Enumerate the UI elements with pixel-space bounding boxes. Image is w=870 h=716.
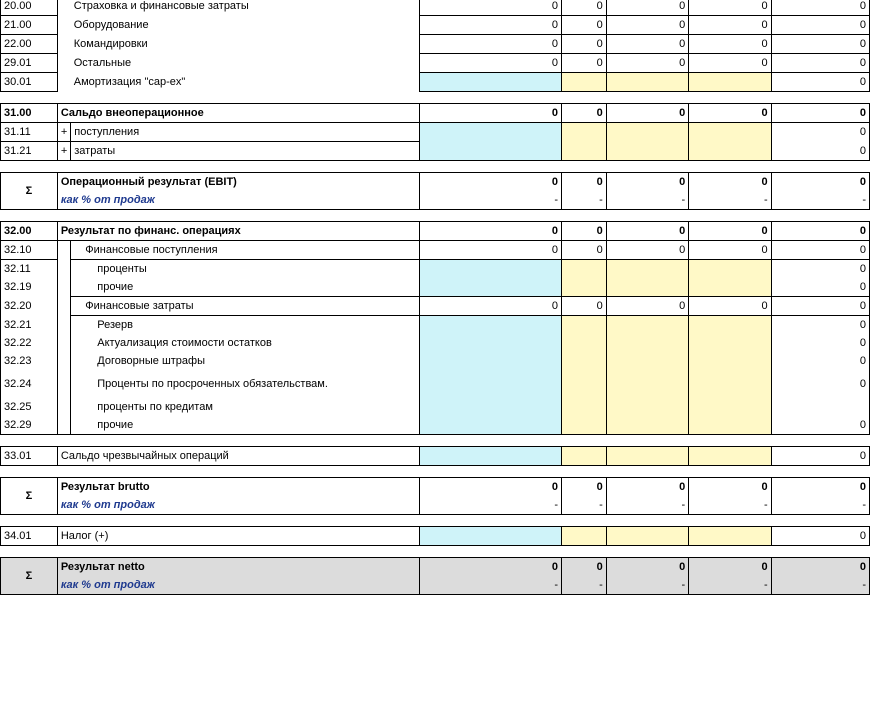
spacer bbox=[1, 435, 870, 447]
fin-costs-row bbox=[1, 297, 870, 316]
value-cell[interactable]: 0 bbox=[420, 54, 562, 73]
input-cell bbox=[562, 527, 607, 546]
input-cell bbox=[606, 316, 688, 335]
value-cell[interactable]: 0 bbox=[420, 558, 562, 577]
row-code[interactable]: 32.10 bbox=[1, 241, 58, 260]
row-code[interactable]: 21.00 bbox=[1, 16, 58, 35]
brutto-pct-row bbox=[1, 496, 870, 515]
input-cell bbox=[606, 260, 688, 279]
input-cell bbox=[689, 527, 771, 546]
row-code[interactable]: 34.01 bbox=[1, 527, 58, 546]
row-label[interactable]: Результат brutto bbox=[57, 478, 419, 497]
row-marker bbox=[57, 16, 70, 35]
value-cell[interactable]: 0 bbox=[689, 16, 771, 35]
row-marker bbox=[57, 416, 70, 435]
pct-label[interactable]: как % от продаж bbox=[57, 576, 419, 595]
input-cell bbox=[689, 278, 771, 297]
row-code[interactable]: 32.29 bbox=[1, 416, 58, 435]
input-cell bbox=[689, 142, 771, 161]
row-code[interactable]: 20.00 bbox=[1, 0, 58, 16]
input-cell bbox=[606, 370, 688, 398]
spacer bbox=[1, 515, 870, 527]
input-cell bbox=[606, 142, 688, 161]
value-cell[interactable]: 0 bbox=[606, 0, 688, 16]
sigma-icon[interactable]: Σ bbox=[1, 478, 58, 515]
total-cell[interactable]: 0 bbox=[771, 260, 869, 279]
spacer bbox=[1, 210, 870, 222]
value-cell[interactable]: 0 bbox=[562, 558, 607, 577]
pct-cell[interactable]: - bbox=[606, 576, 688, 595]
row-code[interactable]: 32.25 bbox=[1, 398, 58, 416]
value-cell[interactable]: 0 bbox=[606, 241, 688, 260]
row-code[interactable]: 29.01 bbox=[1, 54, 58, 73]
spacer bbox=[1, 161, 870, 173]
value-cell[interactable]: 0 bbox=[771, 35, 869, 54]
row-label[interactable]: Договорные штрафы bbox=[71, 352, 420, 370]
input-cell bbox=[562, 260, 607, 279]
row-code[interactable]: 32.11 bbox=[1, 260, 58, 279]
input-cell bbox=[562, 352, 607, 370]
value-cell[interactable]: 0 bbox=[689, 0, 771, 16]
brutto-row bbox=[1, 478, 870, 497]
total-cell[interactable]: 0 bbox=[771, 316, 869, 335]
saldo-item-row bbox=[1, 142, 870, 161]
input-cell bbox=[562, 142, 607, 161]
row-label[interactable]: затраты bbox=[71, 142, 420, 161]
spacer-row bbox=[1, 466, 870, 478]
input-cell bbox=[562, 398, 607, 416]
value-cell[interactable]: 0 bbox=[771, 558, 869, 577]
row-label[interactable]: Налог (+) bbox=[57, 527, 419, 546]
row-marker bbox=[57, 297, 70, 316]
input-cell bbox=[689, 370, 771, 398]
value-cell[interactable]: 0 bbox=[771, 54, 869, 73]
row-marker bbox=[57, 54, 70, 73]
row-code[interactable]: 30.01 bbox=[1, 73, 58, 92]
value-cell[interactable]: 0 bbox=[771, 173, 869, 192]
spacer-row bbox=[1, 435, 870, 447]
value-cell[interactable]: 0 bbox=[562, 54, 607, 73]
row-label[interactable]: Амортизация "cap-ex" bbox=[71, 73, 420, 92]
spacer bbox=[1, 546, 870, 558]
row-code[interactable]: 32.22 bbox=[1, 334, 58, 352]
total-cell[interactable] bbox=[771, 398, 869, 416]
value-cell[interactable]: 0 bbox=[606, 104, 688, 123]
input-cell bbox=[420, 260, 562, 279]
pct-cell[interactable]: - bbox=[771, 576, 869, 595]
row-code[interactable]: 31.00 bbox=[1, 104, 58, 123]
pct-cell[interactable]: - bbox=[562, 576, 607, 595]
input-cell bbox=[606, 527, 688, 546]
row-marker bbox=[57, 35, 70, 54]
pct-cell[interactable]: - bbox=[689, 496, 771, 515]
row-marker bbox=[57, 316, 70, 335]
input-cell bbox=[606, 416, 688, 435]
pct-cell[interactable]: - bbox=[420, 576, 562, 595]
row-code[interactable]: 32.23 bbox=[1, 352, 58, 370]
value-cell[interactable]: 0 bbox=[562, 297, 607, 316]
value-cell[interactable]: 0 bbox=[562, 241, 607, 260]
pct-label[interactable]: как % от продаж bbox=[57, 191, 419, 210]
input-cell bbox=[606, 73, 688, 92]
tax-row bbox=[1, 527, 870, 546]
value-cell[interactable]: 0 bbox=[689, 558, 771, 577]
pct-cell[interactable]: - bbox=[771, 191, 869, 210]
value-cell[interactable]: 0 bbox=[562, 104, 607, 123]
fin-cost-item-row bbox=[1, 352, 870, 370]
row-code[interactable]: 31.11 bbox=[1, 123, 58, 142]
row-label[interactable]: Финансовые поступления bbox=[71, 241, 420, 260]
row-label[interactable]: Сальдо внеоперационное bbox=[57, 104, 419, 123]
value-cell[interactable]: 0 bbox=[420, 173, 562, 192]
row-label[interactable]: прочие bbox=[71, 416, 420, 435]
row-marker bbox=[57, 278, 70, 297]
value-cell[interactable]: 0 bbox=[689, 104, 771, 123]
pct-cell[interactable]: - bbox=[689, 576, 771, 595]
fin-cost-item-row bbox=[1, 316, 870, 335]
row-code[interactable]: 33.01 bbox=[1, 447, 58, 466]
row-code[interactable]: 32.20 bbox=[1, 297, 58, 316]
row-label[interactable]: Финансовые затраты bbox=[71, 297, 420, 316]
value-cell[interactable]: 0 bbox=[606, 297, 688, 316]
row-marker bbox=[57, 73, 70, 92]
value-cell[interactable]: 0 bbox=[771, 241, 869, 260]
input-cell bbox=[689, 447, 771, 466]
input-cell bbox=[689, 123, 771, 142]
input-cell bbox=[689, 73, 771, 92]
input-cell bbox=[606, 334, 688, 352]
row-code[interactable]: 32.19 bbox=[1, 278, 58, 297]
row-label[interactable]: Резерв bbox=[71, 316, 420, 335]
input-cell bbox=[689, 416, 771, 435]
value-cell[interactable]: 0 bbox=[420, 222, 562, 241]
row-label[interactable]: Результат netto bbox=[57, 558, 419, 577]
input-cell bbox=[689, 334, 771, 352]
input-cell bbox=[420, 447, 562, 466]
input-cell bbox=[420, 334, 562, 352]
value-cell[interactable]: 0 bbox=[771, 16, 869, 35]
total-cell[interactable]: 0 bbox=[771, 123, 869, 142]
value-cell[interactable]: 0 bbox=[689, 297, 771, 316]
sign-marker[interactable]: + bbox=[57, 123, 70, 142]
input-cell bbox=[420, 398, 562, 416]
row-label[interactable]: Актуализация стоимости остатков bbox=[71, 334, 420, 352]
spacer-row bbox=[1, 92, 870, 104]
row-marker bbox=[57, 241, 70, 260]
fin-cost-item-row bbox=[1, 370, 870, 398]
total-cell[interactable]: 0 bbox=[771, 447, 869, 466]
line-item-row bbox=[1, 73, 870, 92]
spacer-row bbox=[1, 546, 870, 558]
value-cell[interactable]: 0 bbox=[420, 35, 562, 54]
value-cell[interactable]: 0 bbox=[606, 16, 688, 35]
input-cell bbox=[562, 416, 607, 435]
input-cell bbox=[420, 527, 562, 546]
row-label[interactable]: поступления bbox=[71, 123, 420, 142]
input-cell bbox=[562, 73, 607, 92]
input-cell bbox=[420, 278, 562, 297]
sigma-icon[interactable]: Σ bbox=[1, 173, 58, 210]
input-cell bbox=[562, 334, 607, 352]
fin-cost-item-row bbox=[1, 398, 870, 416]
spacer bbox=[1, 92, 870, 104]
row-label[interactable]: Результат по финанс. операциях bbox=[57, 222, 419, 241]
ebit-row bbox=[1, 173, 870, 192]
input-cell bbox=[420, 73, 562, 92]
line-item-row bbox=[1, 0, 870, 16]
total-cell[interactable]: 0 bbox=[771, 334, 869, 352]
sigma-icon[interactable]: Σ bbox=[1, 558, 58, 595]
row-label[interactable]: Остальные bbox=[71, 54, 420, 73]
value-cell[interactable]: 0 bbox=[420, 16, 562, 35]
value-cell[interactable]: 0 bbox=[689, 478, 771, 497]
pct-cell[interactable]: - bbox=[771, 496, 869, 515]
saldo-item-row bbox=[1, 123, 870, 142]
saldo-header-row bbox=[1, 104, 870, 123]
value-cell[interactable]: 0 bbox=[771, 104, 869, 123]
fin-income-row bbox=[1, 241, 870, 260]
row-code[interactable]: 32.00 bbox=[1, 222, 58, 241]
total-cell[interactable]: 0 bbox=[771, 73, 869, 92]
input-cell bbox=[562, 316, 607, 335]
input-cell bbox=[420, 370, 562, 398]
value-cell[interactable]: 0 bbox=[606, 35, 688, 54]
row-label[interactable]: проценты по кредитам bbox=[71, 398, 420, 416]
row-label[interactable]: проценты bbox=[71, 260, 420, 279]
value-cell[interactable]: 0 bbox=[420, 297, 562, 316]
sign-marker[interactable]: + bbox=[57, 142, 70, 161]
total-cell[interactable]: 0 bbox=[771, 352, 869, 370]
fin-cost-item-row bbox=[1, 334, 870, 352]
value-cell[interactable]: 0 bbox=[771, 0, 869, 16]
pct-label[interactable]: как % от продаж bbox=[57, 496, 419, 515]
value-cell[interactable]: 0 bbox=[689, 54, 771, 73]
spacer-row bbox=[1, 515, 870, 527]
row-code[interactable]: 32.21 bbox=[1, 316, 58, 335]
row-marker bbox=[57, 260, 70, 279]
input-cell bbox=[689, 316, 771, 335]
total-cell[interactable]: 0 bbox=[771, 278, 869, 297]
input-cell bbox=[420, 352, 562, 370]
value-cell[interactable]: 0 bbox=[606, 222, 688, 241]
pct-cell[interactable]: - bbox=[420, 191, 562, 210]
input-cell bbox=[689, 398, 771, 416]
netto-row bbox=[1, 558, 870, 577]
input-cell bbox=[420, 123, 562, 142]
total-cell[interactable]: 0 bbox=[771, 370, 869, 398]
row-label[interactable]: Операционный результат (EBIT) bbox=[57, 173, 419, 192]
value-cell[interactable]: 0 bbox=[771, 478, 869, 497]
value-cell[interactable]: 0 bbox=[562, 173, 607, 192]
value-cell[interactable]: 0 bbox=[606, 558, 688, 577]
row-marker bbox=[57, 0, 70, 16]
pct-cell[interactable]: - bbox=[689, 191, 771, 210]
input-cell bbox=[606, 398, 688, 416]
row-label[interactable]: Командировки bbox=[71, 35, 420, 54]
ebit-pct-row bbox=[1, 191, 870, 210]
value-cell[interactable]: 0 bbox=[606, 54, 688, 73]
row-label[interactable]: Страховка и финансовые затраты bbox=[71, 0, 420, 16]
line-item-row bbox=[1, 35, 870, 54]
extra-row bbox=[1, 447, 870, 466]
spacer bbox=[1, 466, 870, 478]
value-cell[interactable]: 0 bbox=[689, 241, 771, 260]
total-cell[interactable]: 0 bbox=[771, 527, 869, 546]
netto-pct-row bbox=[1, 576, 870, 595]
value-cell[interactable]: 0 bbox=[420, 104, 562, 123]
input-cell bbox=[562, 278, 607, 297]
row-code[interactable]: 31.21 bbox=[1, 142, 58, 161]
value-cell[interactable]: 0 bbox=[689, 173, 771, 192]
pct-cell[interactable]: - bbox=[606, 496, 688, 515]
input-cell bbox=[562, 447, 607, 466]
row-label[interactable]: прочие bbox=[71, 278, 420, 297]
row-marker bbox=[57, 370, 70, 398]
value-cell[interactable]: 0 bbox=[562, 222, 607, 241]
value-cell[interactable]: 0 bbox=[420, 241, 562, 260]
row-label[interactable]: Сальдо чрезвычайных операций bbox=[57, 447, 419, 466]
value-cell[interactable]: 0 bbox=[420, 478, 562, 497]
total-cell[interactable]: 0 bbox=[771, 416, 869, 435]
fin-cost-item-row bbox=[1, 416, 870, 435]
pct-cell[interactable]: - bbox=[562, 191, 607, 210]
input-cell bbox=[606, 447, 688, 466]
value-cell[interactable]: 0 bbox=[689, 35, 771, 54]
value-cell[interactable]: 0 bbox=[562, 478, 607, 497]
fin-income-item-row bbox=[1, 278, 870, 297]
row-label[interactable]: Оборудование bbox=[71, 16, 420, 35]
row-marker bbox=[57, 334, 70, 352]
input-cell bbox=[606, 278, 688, 297]
value-cell[interactable]: 0 bbox=[606, 173, 688, 192]
pct-cell[interactable]: - bbox=[420, 496, 562, 515]
line-item-row bbox=[1, 16, 870, 35]
input-cell bbox=[420, 416, 562, 435]
input-cell bbox=[420, 316, 562, 335]
input-cell bbox=[689, 260, 771, 279]
input-cell bbox=[606, 123, 688, 142]
spacer-row bbox=[1, 210, 870, 222]
row-label[interactable]: Проценты по просроченных обязательствам. bbox=[71, 370, 420, 398]
fin-header-row bbox=[1, 222, 870, 241]
input-cell bbox=[420, 142, 562, 161]
input-cell bbox=[689, 352, 771, 370]
input-cell bbox=[562, 123, 607, 142]
row-marker bbox=[57, 352, 70, 370]
value-cell[interactable]: 0 bbox=[606, 478, 688, 497]
value-cell[interactable]: 0 bbox=[689, 222, 771, 241]
row-marker bbox=[57, 398, 70, 416]
value-cell[interactable]: 0 bbox=[420, 0, 562, 16]
value-cell[interactable]: 0 bbox=[562, 16, 607, 35]
value-cell[interactable]: 0 bbox=[771, 297, 869, 316]
value-cell[interactable]: 0 bbox=[562, 0, 607, 16]
line-item-row bbox=[1, 54, 870, 73]
fin-income-item-row bbox=[1, 260, 870, 279]
input-cell bbox=[606, 352, 688, 370]
row-code[interactable]: 22.00 bbox=[1, 35, 58, 54]
pct-cell[interactable]: - bbox=[606, 191, 688, 210]
total-cell[interactable]: 0 bbox=[771, 142, 869, 161]
value-cell[interactable]: 0 bbox=[771, 222, 869, 241]
input-cell bbox=[562, 370, 607, 398]
spacer-row bbox=[1, 161, 870, 173]
pct-cell[interactable]: - bbox=[562, 496, 607, 515]
row-code[interactable]: 32.24 bbox=[1, 370, 58, 398]
value-cell[interactable]: 0 bbox=[562, 35, 607, 54]
